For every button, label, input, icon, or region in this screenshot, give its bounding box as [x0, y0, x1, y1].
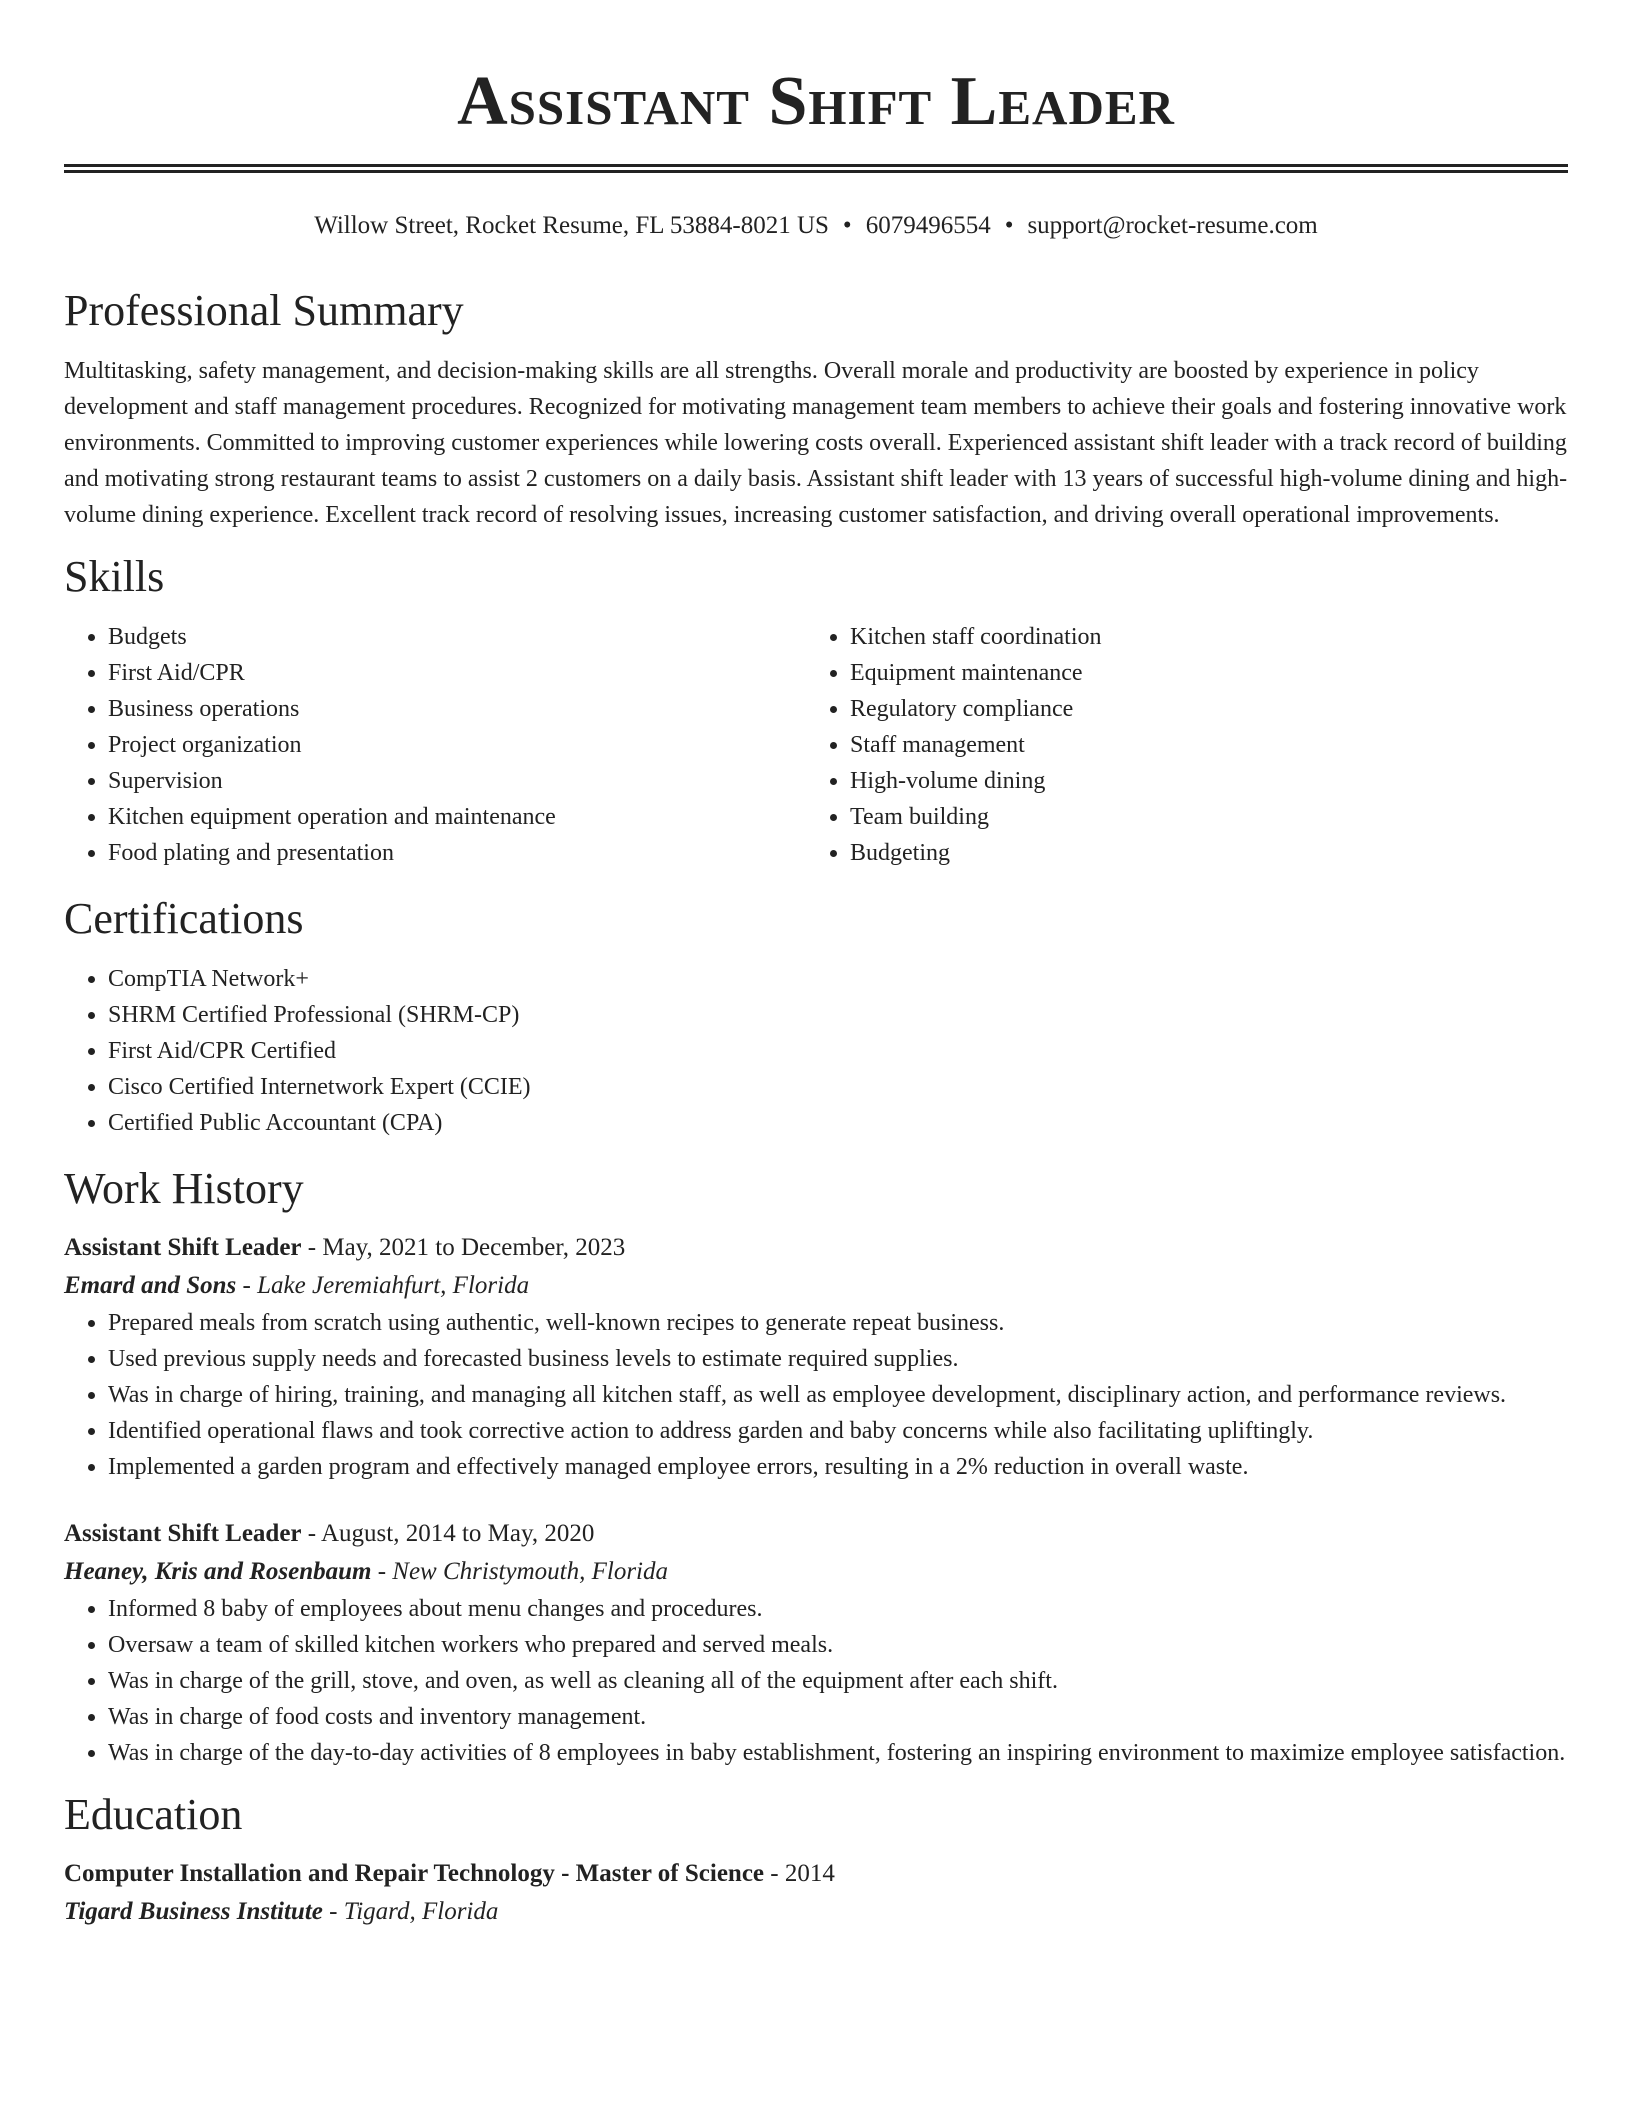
- education-institution: [64, 1893, 1568, 1931]
- job-dates: August, 2014 to May, 2020: [320, 1520, 595, 1547]
- job-duty: • Informed 8 baby of employees about menu changes and procedures.: [108, 1591, 1568, 1627]
- certifications-heading: Certifications: [64, 894, 304, 943]
- skill-item: • Budgets: [108, 619, 806, 655]
- dash: -: [377, 1558, 387, 1585]
- job-location: New Christymouth, Florida: [392, 1558, 668, 1585]
- title-divider: [64, 164, 1568, 173]
- skills-column-right: [806, 619, 1548, 871]
- contact-phone: 6079496554: [865, 212, 991, 239]
- job-company: Emard and Sons: [64, 1272, 237, 1299]
- dash: -: [770, 1860, 779, 1887]
- skill-item: • Kitchen staff coordination: [850, 619, 1548, 655]
- certification-item: • SHRM Certified Professional (SHRM-CP): [108, 997, 1568, 1033]
- education-location: Tigard, Florida: [343, 1898, 499, 1925]
- dash: -: [307, 1520, 317, 1547]
- education-entry: [64, 1855, 1568, 1931]
- skill-item: • Business operations: [108, 691, 806, 727]
- skill-item: • First Aid/CPR: [108, 655, 806, 691]
- skill-item: • Equipment maintenance: [850, 655, 1548, 691]
- job-duty: • Used previous supply needs and forecasted business levels to estimate required supplies.: [108, 1341, 1568, 1377]
- job-duty: • Was in charge of hiring, training, and managing all kitchen staff, as well as employee development, disciplinary action, and performance reviews.: [108, 1377, 1568, 1413]
- job-employer: [64, 1553, 1568, 1591]
- job-title: Assistant Shift Leader: [64, 1234, 302, 1261]
- education-school: Tigard Business Institute: [64, 1898, 323, 1925]
- certification-item: • CompTIA Network+: [108, 961, 1568, 997]
- job-duty: • Implemented a garden program and effectively managed employee errors, resulting in a 2% reduction in overall waste.: [108, 1449, 1568, 1485]
- education-heading: Education: [64, 1790, 243, 1839]
- skill-item: • Team building: [850, 799, 1548, 835]
- job-duty: • Was in charge of food costs and inventory management.: [108, 1699, 1568, 1735]
- certifications-list: [64, 961, 1568, 1141]
- job-duties-list: [64, 1591, 1568, 1771]
- job-duty: • Prepared meals from scratch using authentic, well-known recipes to generate repeat business.: [108, 1305, 1568, 1341]
- education-year: 2014: [784, 1860, 835, 1887]
- skills-column-left: [64, 619, 806, 871]
- certification-item: • Certified Public Accountant (CPA): [108, 1105, 1568, 1141]
- skill-item: • Project organization: [108, 727, 806, 763]
- contact-address: Willow Street, Rocket Resume, FL 53884-8021 US: [314, 212, 829, 239]
- job-duty: • Identified operational flaws and took corrective action to address garden and baby concerns while also facilitating upliftingly.: [108, 1413, 1568, 1449]
- contact-email[interactable]: support@rocket-resume.com: [1027, 212, 1318, 239]
- skills-heading: Skills: [64, 552, 165, 601]
- job-header: [64, 1515, 1568, 1553]
- summary-text: Multitasking, safety management, and decision-making skills are all strengths. Overall morale and productivity are boosted by experience in policy development and staff management procedures. Recognized for motivating management team members to achieve their goals and fostering innovative work environments. Committed to improving customer experiences while lowering costs overall. Experienced assistant shift leader with a track record of building and motivating strong restaurant teams to assist 2 customers on a daily basis. Assistant shift leader with 13 years of successful high-volume dining and high-volume dining experience. Excellent track record of resolving issues, increasing customer satisfaction, and driving overall operational improvements.: [64, 358, 1568, 528]
- job-duties-list: [64, 1305, 1568, 1485]
- skill-item: • Food plating and presentation: [108, 835, 806, 871]
- dash: -: [329, 1898, 338, 1925]
- job-employer: [64, 1267, 1568, 1305]
- certification-item: • First Aid/CPR Certified: [108, 1033, 1568, 1069]
- skill-item: • Budgeting: [850, 835, 1548, 871]
- job-location: Lake Jeremiahfurt, Florida: [257, 1272, 530, 1299]
- skill-item: • Staff management: [850, 727, 1548, 763]
- contact-separator: •: [1004, 212, 1014, 239]
- job-dates: May, 2021 to December, 2023: [322, 1234, 626, 1261]
- job-duty: • Was in charge of the grill, stove, and oven, as well as cleaning all of the equipment after each shift.: [108, 1663, 1568, 1699]
- certification-item: • Cisco Certified Internetwork Expert (CCIE): [108, 1069, 1568, 1105]
- skill-item: • High-volume dining: [850, 763, 1548, 799]
- dash: -: [307, 1234, 317, 1261]
- skills-list-right: [806, 619, 1548, 871]
- job-header: [64, 1229, 1568, 1267]
- job-entry: [64, 1515, 1568, 1771]
- education-header: [64, 1855, 1568, 1893]
- work-history-heading: Work History: [64, 1164, 304, 1213]
- job-duty: • Oversaw a team of skilled kitchen workers who prepared and served meals.: [108, 1627, 1568, 1663]
- job-entry: [64, 1229, 1568, 1485]
- skill-item: • Supervision: [108, 763, 806, 799]
- dash: -: [242, 1272, 251, 1299]
- education-degree: Computer Installation and Repair Technology - Master of Science: [64, 1860, 765, 1887]
- skill-item: • Regulatory compliance: [850, 691, 1548, 727]
- skill-item: • Kitchen equipment operation and maintenance: [108, 799, 806, 835]
- skills-list-left: [64, 619, 806, 871]
- resume-title: Assistant Shift Leader: [457, 63, 1175, 140]
- job-company: Heaney, Kris and Rosenbaum: [64, 1558, 372, 1585]
- summary-heading: Professional Summary: [64, 286, 464, 335]
- job-duty: • Was in charge of the day-to-day activities of 8 employees in baby establishment, fostering an inspiring environment to maximize employee satisfaction.: [108, 1735, 1568, 1771]
- skills-grid: [64, 619, 1568, 871]
- contact-line: [64, 209, 1568, 243]
- contact-separator: •: [842, 212, 852, 239]
- job-title: Assistant Shift Leader: [64, 1520, 302, 1547]
